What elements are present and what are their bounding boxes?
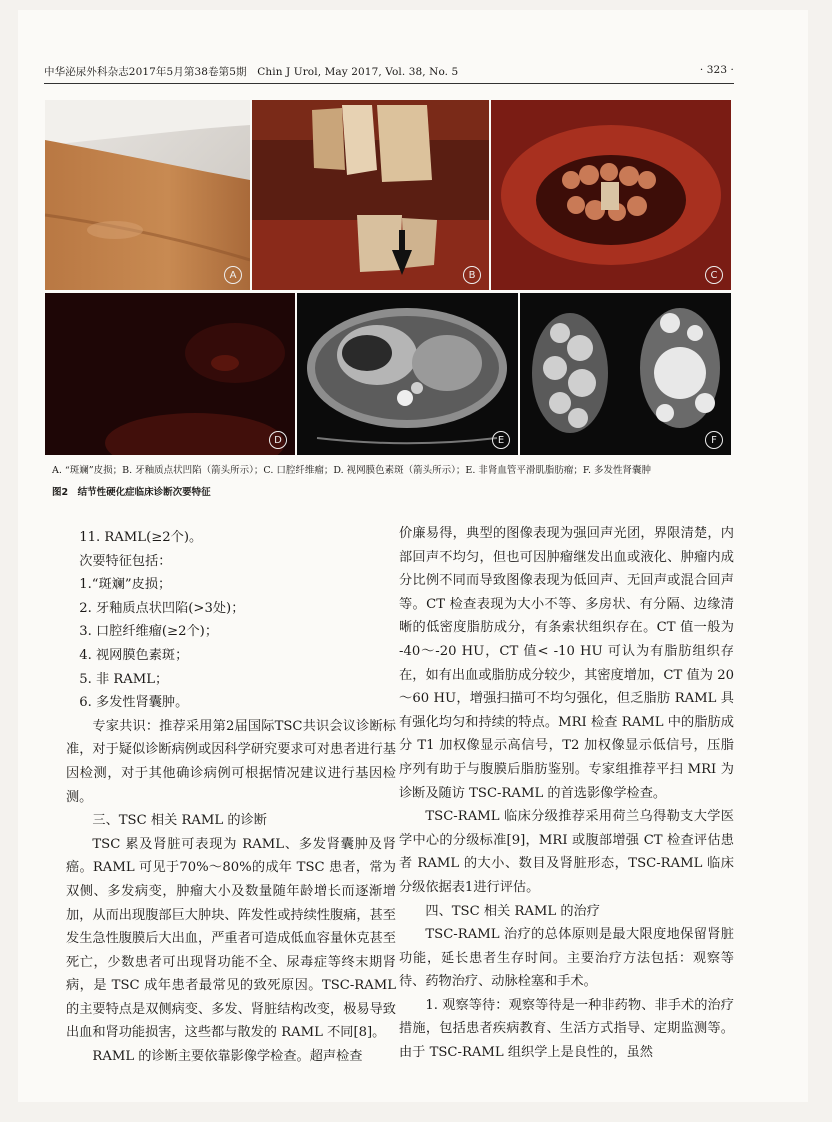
paragraph: 专家共识：推荐采用第2届国际TSC共识会议诊断标准，对于疑似诊断病例或因科学研究要求可对患者进行基因检测，对于其他确诊病例可根据情况建议进行基因检测。 [66, 718, 396, 805]
list-item: 5. 非 RAML； [79, 671, 169, 687]
figure-panel-a [45, 100, 250, 290]
list-item: 4. 视网膜色素斑； [79, 647, 189, 663]
paragraph: TSC 累及肾脏可表现为 RAML、多发肾囊肿及肾癌。RAML 可见于70%～80%的成年 TSC 患者，常为双侧、多发病变，肿瘤大小及数量随年龄增长而逐渐增加，从而出现腹部巨大肿块、阵发性或持续性腹痛，甚至发生急性腹膜后大出血，严重者可造成低血容量休克甚至死亡，少数患者可出现肾功能不全、尿毒症等终末期肾病，是 TSC 成年患者最常见的致死原因。TSC-RAML 的主要特点是双侧病变、多发、肾脏结构改变，极易导致出血和肾功能损害，这些都与散发的 RAML 不同[8]。 [66, 836, 396, 1041]
list-item: 次要特征包括： [79, 553, 172, 569]
paragraph: 1. 观察等待：观察等待是一种非药物、非手术的治疗措施，包括患者疾病教育、生活方式指导、定期监测等。由于 TSC-RAML 组织学上是良性的，虽然 [399, 997, 734, 1061]
paragraph: RAML 的诊断主要依靠影像学检查。超声检查 [92, 1049, 363, 1065]
figure-caption-panels: A. “斑斓”皮损；B. 牙釉质点状凹陷（箭头所示）；C. 口腔纤维瘤；D. 视网膜色素斑（箭头所示）；E. 非肾血管平滑肌脂肪瘤；F. 多发性肾囊肿 [52, 465, 652, 476]
right-column [399, 522, 734, 1065]
figure-panel-f [520, 293, 731, 455]
paragraph: TSC-RAML 治疗的总体原则是最大限度地保留肾脏功能，延长患者生存时间。主要治疗方法包括：观察等待、药物治疗、动脉栓塞和手术。 [399, 927, 734, 990]
figure-label-d: D [269, 431, 287, 449]
retina-photo [45, 293, 295, 455]
paragraph: 价廉易得，典型的图像表现为强回声光团，界限清楚，内部回声不均匀，但也可因肿瘤继发出血或液化、肿瘤内成分比例不同而导致图像表现为低回声、无回声或混合回声等。CT 检查表现为大小不等、多房状、有分隔、边缘清晰的低密度脂肪成分，有条索状组织存在。CT 值一般为 -40～-20 HU，CT 值< -10 HU 可认为有脂肪组织存在，如有出血或脂肪成分较少，其密度增加，CT 值为 20～60 HU，增强扫描可不均匀强化，但乏脂肪 RAML 具有强化均匀和持续的特点。MRI 检查 RAML 中的脂肪成分 T1 加权像显示高信号，T2 加权像显示低信号，压脂序列有助于与腹膜后脂肪鉴别。专家组推荐平扫 MRI 为诊断及随访 TSC-RAML 的首选影像学检查。 [399, 526, 734, 801]
figure-panel-e [297, 293, 518, 455]
list-item: 6. 多发性肾囊肿。 [79, 695, 189, 711]
oral-photo [491, 100, 731, 290]
kidney-cyst-image [520, 293, 731, 455]
section-heading: 四、TSC 相关 RAML 的治疗 [425, 903, 600, 919]
figure-label-a: A [224, 266, 242, 284]
figure-label-e: E [492, 431, 510, 449]
running-header [44, 64, 734, 80]
left-column [66, 526, 396, 1069]
skin-photo [45, 100, 250, 290]
ct-scan-image [297, 293, 518, 455]
teeth-photo [252, 100, 489, 290]
figure-panel-c [491, 100, 731, 290]
figure-panel-d [45, 293, 295, 455]
page-number: · 323 · [699, 64, 734, 76]
list-item: 11. RAML(≥2个)。 [79, 530, 203, 545]
section-heading: 三、TSC 相关 RAML 的诊断 [92, 813, 267, 829]
figure-label-c: C [705, 266, 723, 284]
list-item: 2. 牙釉质点状凹陷(>3处)； [79, 600, 245, 616]
figure-label-f: F [705, 431, 723, 449]
figure-caption-title: 图2 结节性硬化症临床诊断次要特征 [52, 487, 211, 498]
header-rule [44, 83, 734, 84]
journal-citation: 中华泌尿外科杂志2017年5月第38卷第5期 Chin J Urol, May 2017, Vol. 38, No. 5 [44, 66, 459, 78]
figure-label-b: B [463, 266, 481, 284]
paragraph: TSC-RAML 临床分级推荐采用荷兰乌得勒支大学医学中心的分级标准[9]，MRI 或腹部增强 CT 检查评估患者 RAML 的大小、数目及肾脏形态，TSC-RAML 临床分级依据表1进行评估。 [399, 809, 734, 895]
figure-panel-b [252, 100, 489, 290]
list-item: 1.“斑斓”皮损； [79, 577, 172, 593]
list-item: 3. 口腔纤维瘤(≥2个)； [79, 624, 219, 640]
